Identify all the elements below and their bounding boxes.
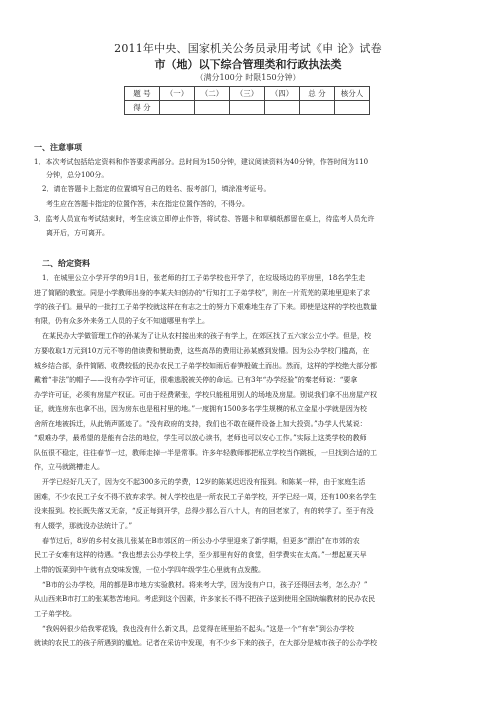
material-line: 1．在城里公立小学开学的9月1日，张老师的打工子弟学校也开学了，在垃圾场边的平房里，18名学生走	[42, 274, 366, 282]
score-cell	[300, 101, 335, 115]
material-line: 有限，仍有众多外来务工人员的子女不知道哪里有学上。	[34, 317, 209, 325]
score-cell	[265, 101, 300, 115]
material-line: 工子弟学校。	[34, 610, 76, 618]
material-line: 上带的饭菜到中午就有点变味发馊，一位小学四年级学生心里就有点发酸。	[34, 566, 265, 574]
material-line: 学的孩子们。最早的一批打工子弟学校就这样在有志之士的努力下艰难地生存了下来。即使是这样的学校也数量	[34, 303, 377, 311]
material-line: 戴着“非法”的帽子——没有办学许可证，很难逃脱被关停的命运。已有3年“办学经验”的秦老师说：“要拿	[34, 376, 358, 384]
material-line: 有人辍学，那就没办法统计了。”	[34, 522, 133, 530]
document-subtitle-category: 市（地）以下综合管理类和行政执法类	[154, 58, 342, 71]
material-line: 作，立马就跳槽走人。	[34, 463, 104, 471]
exam-info: （满分100分 时限150分钟）	[195, 73, 301, 82]
score-table-score-row	[125, 101, 370, 115]
material-line: 城乡结合部，条件简陋、收费较低的民办农民工子弟学校如雨后春笋般破土而出。然而，这样的学校绝大部分都	[34, 362, 377, 370]
score-table	[124, 86, 370, 115]
score-header-cell: （四）	[265, 87, 300, 101]
score-header-cell: （三）	[230, 87, 265, 101]
score-cell	[335, 101, 370, 115]
score-header-cell: 题 号	[125, 87, 160, 101]
notes-line: 考生应在答题卡指定的位置作答，未在指定位置作答的，不得分。	[46, 200, 249, 208]
material-line: 进了简陋的教室。同是小学教师出身的李某夫妇创办的“行知打工子弟学校”，则在一片荒芜的菜地里迎来了求	[34, 289, 371, 297]
notes-line: 3．监考人员宣布考试结束时，考生应该立即停止作答，将试卷、答题卡和草稿纸都留在桌上，待监考人员允许	[34, 215, 375, 223]
section-heading-materials: 二、给定资料	[42, 258, 90, 268]
notes-line: 离开后，方可离开。	[46, 229, 109, 237]
score-header-cell: 总 分	[300, 87, 335, 101]
score-header-cell: 核分人	[335, 87, 370, 101]
score-cell	[195, 101, 230, 115]
material-line: 在某民办大学做管理工作的孙某为了让从农村接出来的孩子有学上，在郊区找了五六家公立小学。但是，校	[42, 332, 371, 340]
material-line: 就读的农民工的孩子所遇到的尴尬。记者在采访中发现，有不少乡下来的孩子，在大部分是城市孩子的公办学校	[34, 639, 377, 647]
notes-line: 分钟，总分100分。	[46, 171, 109, 179]
material-line: “B市的公办学校，用的都是B市地方实验教材。将来考大学，因为没有户口，孩子还得回去考，怎么办？”	[42, 581, 368, 589]
material-line: 证，就连房东也拿不出，因为房东也是租村里的地。”一度拥有1500多名学生规模的私立金星小学就是因为校	[34, 405, 367, 413]
material-line: 困难，不少农民工子女不得不放弃求学。树人学校也是一所农民工子弟学校，开学已经一周，还有100来名学生	[34, 493, 377, 501]
score-header-cell: （一）	[160, 87, 195, 101]
score-row-label: 得 分	[125, 101, 160, 115]
material-line: 舍所在地被拆迁，从此销声匿迹了。“没有政府的支持，我们也不敢在硬件设备上加大投资。”办学人代某说：	[34, 420, 367, 428]
material-line: 从山西来B市打工的张某愁苦地问。考虑到这个因素，许多家长不得不把孩子送到使用全国统编教材的民办农民	[34, 595, 376, 603]
material-line: 办学许可证，必须有房屋产权证。可由于经费紧张，学校只能租用别人的场地及房屋。别说我们拿不出房屋产权	[34, 391, 377, 399]
material-line: 没来报到。校长既失落又无奈，“反正每到开学，总得少那么百八十人，有的回老家了，有的转学了。至于有没	[34, 507, 374, 515]
material-line: 队伍很不稳定，往往春节一过，教师走掉一半是常事。许多年轻教师都把私立学校当作跳板，一旦找到合适的工	[34, 449, 377, 457]
material-line: 开学已经好几天了，因为交不起300多元的学费，12岁的陈某迟迟没有报到。和陈某一样，由于家庭生活	[42, 478, 366, 486]
document-title: 2011年中央、国家机关公务员录用考试《申 论》试卷	[114, 42, 382, 55]
section-heading-notes: 一、注意事项	[34, 142, 82, 152]
material-line: 春节过后，8岁的乡村女孩儿张某在B市郊区的一所公办小学里迎来了新学期，但更多“漂泊”在市郊的农	[42, 537, 360, 545]
score-table-header-row	[125, 87, 370, 101]
score-cell	[230, 101, 265, 115]
material-line: 民工子女难有这样的待遇。“我也想去公办学校上学，至少那里有好的食堂，但学费实在太高。”一想起夏天早	[34, 551, 367, 559]
score-cell	[160, 101, 195, 115]
material-line: 方要收取1万元到10万元不等的借读费和赞助费，这些高昂的费用让孙某感到发懵。因为公办学校门槛高，在	[34, 347, 370, 355]
material-line: “我妈妈很少给我零花钱，我也没有什么新文具，总觉得在班里抬不起头。”这是一个“有幸”到公办学校	[42, 625, 354, 633]
score-header-cell: （二）	[195, 87, 230, 101]
notes-line: 2．请在答题卡上指定的位置填写自己的姓名、报考部门，填涂准考证号。	[42, 185, 271, 193]
notes-line: 1．本次考试包括给定资料和作答要求两部分。总时间为150分钟，建议阅读资料为40分钟，作答时间为110	[34, 158, 369, 166]
material-line: “艰难办学，最希望的是能有合法的地位，学生可以放心读书，老师也可以安心工作。”实际上这类学校的教师	[34, 434, 367, 442]
